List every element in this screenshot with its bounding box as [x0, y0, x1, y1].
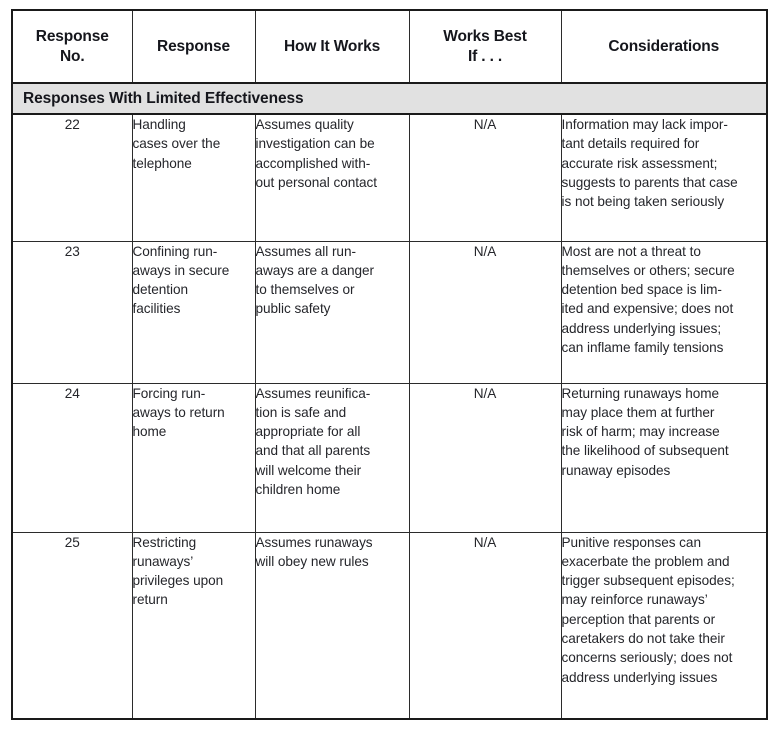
cell-line: Forcing run- — [132, 385, 206, 401]
cell-line: the likelihood of subsequent — [561, 443, 729, 459]
cell-line: return — [132, 592, 168, 608]
cell-considerations — [561, 241, 767, 383]
cell-line: Assumes reunifica- — [255, 385, 371, 401]
column-header-considerations — [561, 10, 767, 83]
cell-response — [132, 532, 255, 719]
table-body — [12, 83, 767, 719]
column-header-line: Considerations — [608, 37, 720, 55]
cell-line: Returning runaways home — [561, 385, 720, 401]
cell-line: aways to return — [132, 404, 225, 420]
column-header-line: If . . . — [467, 47, 503, 65]
cell-line: concerns seriously; does not — [561, 650, 733, 666]
cell-line: risk of harm; may increase — [561, 424, 720, 440]
cell-line: home — [132, 424, 167, 440]
cell-response-no: 23 — [12, 241, 132, 383]
cell-works-best-if: N/A — [409, 241, 561, 383]
cell-line: will obey new rules — [255, 553, 369, 569]
column-header-line: Works Best — [443, 28, 527, 46]
cell-line: investigation can be — [255, 136, 375, 152]
table-row — [12, 114, 767, 241]
column-header-line: How It Works — [283, 37, 381, 55]
column-header-line: Response — [35, 28, 109, 46]
cell-line: Assumes quality — [255, 117, 354, 132]
cell-line: detention bed space is lim- — [561, 282, 722, 298]
cell-line: public safety — [255, 301, 331, 317]
cell-line: tion is safe and — [255, 404, 347, 420]
table-header-row — [12, 10, 767, 83]
cell-line: tant details required for — [561, 136, 700, 152]
cell-line: appropriate for all — [255, 424, 361, 440]
cell-line: runaways’ — [132, 553, 194, 569]
table-row — [12, 532, 767, 719]
cell-line: accomplished with- — [255, 155, 371, 171]
cell-how-it-works — [255, 383, 409, 532]
cell-line: may reinforce runaways’ — [561, 592, 708, 608]
cell-how-it-works — [255, 532, 409, 719]
cell-how-it-works — [255, 241, 409, 383]
cell-line: will welcome their — [255, 462, 362, 478]
cell-line: telephone — [132, 155, 192, 171]
cell-line: Punitive responses can — [561, 534, 701, 550]
cell-line: Most are not a threat to — [561, 243, 701, 259]
table-header — [12, 10, 767, 83]
cell-line: and that all parents — [255, 443, 371, 459]
cell-line: privileges upon — [132, 573, 224, 589]
cell-line: may place them at further — [561, 404, 715, 420]
cell-response — [132, 114, 255, 241]
cell-line: Confining run- — [132, 243, 218, 259]
cell-line: Assumes runaways — [255, 534, 373, 550]
cell-line: can inflame family tensions — [561, 339, 724, 355]
section-header-row — [12, 83, 767, 114]
cell-line: ited and expensive; does not — [561, 301, 734, 317]
section-header-label: Responses With Limited Effectiveness — [12, 83, 767, 114]
column-header-response — [132, 10, 255, 83]
cell-line: suggests to parents that case — [561, 174, 738, 190]
cell-considerations — [561, 114, 767, 241]
cell-considerations — [561, 532, 767, 719]
column-header-response-no — [12, 10, 132, 83]
cell-response — [132, 241, 255, 383]
cell-line: trigger subsequent episodes; — [561, 573, 735, 589]
cell-how-it-works — [255, 114, 409, 241]
cell-line: Handling — [132, 117, 186, 132]
cell-line: Assumes all run- — [255, 243, 356, 259]
cell-line: aways are a danger — [255, 262, 374, 278]
column-header-line: No. — [59, 47, 85, 65]
cell-considerations — [561, 383, 767, 532]
cell-response-no: 25 — [12, 532, 132, 719]
cell-line: themselves or others; secure — [561, 262, 735, 278]
cell-line: runaway episodes — [561, 462, 671, 478]
column-header-how-it-works — [255, 10, 409, 83]
cell-works-best-if: N/A — [409, 383, 561, 532]
cell-works-best-if: N/A — [409, 532, 561, 719]
cell-line: facilities — [132, 301, 181, 317]
cell-line: accurate risk assessment; — [561, 155, 718, 171]
cell-line: cases over the — [132, 136, 221, 152]
cell-works-best-if: N/A — [409, 114, 561, 241]
cell-line: perception that parents or — [561, 611, 716, 627]
cell-line: aways in secure — [132, 262, 230, 278]
response-options-table — [11, 9, 768, 720]
cell-line: exacerbate the problem and — [561, 553, 730, 569]
cell-line: out personal contact — [255, 174, 377, 190]
table-row — [12, 383, 767, 532]
cell-response — [132, 383, 255, 532]
cell-line: children home — [255, 481, 341, 497]
cell-line: is not being taken seriously — [561, 194, 725, 210]
cell-response-no: 22 — [12, 114, 132, 241]
cell-response-no: 24 — [12, 383, 132, 532]
cell-line: to themselves or — [255, 282, 355, 298]
table-row — [12, 241, 767, 383]
cell-line: address underlying issues — [561, 669, 718, 685]
cell-line: caretakers do not take their — [561, 630, 725, 646]
cell-line: Restricting — [132, 534, 197, 550]
column-header-works-best-if — [409, 10, 561, 83]
cell-line: address underlying issues; — [561, 320, 722, 336]
cell-line: Information may lack impor- — [561, 117, 728, 132]
cell-line: detention — [132, 282, 188, 298]
response-table-container — [11, 9, 766, 720]
column-header-line: Response — [157, 37, 230, 55]
